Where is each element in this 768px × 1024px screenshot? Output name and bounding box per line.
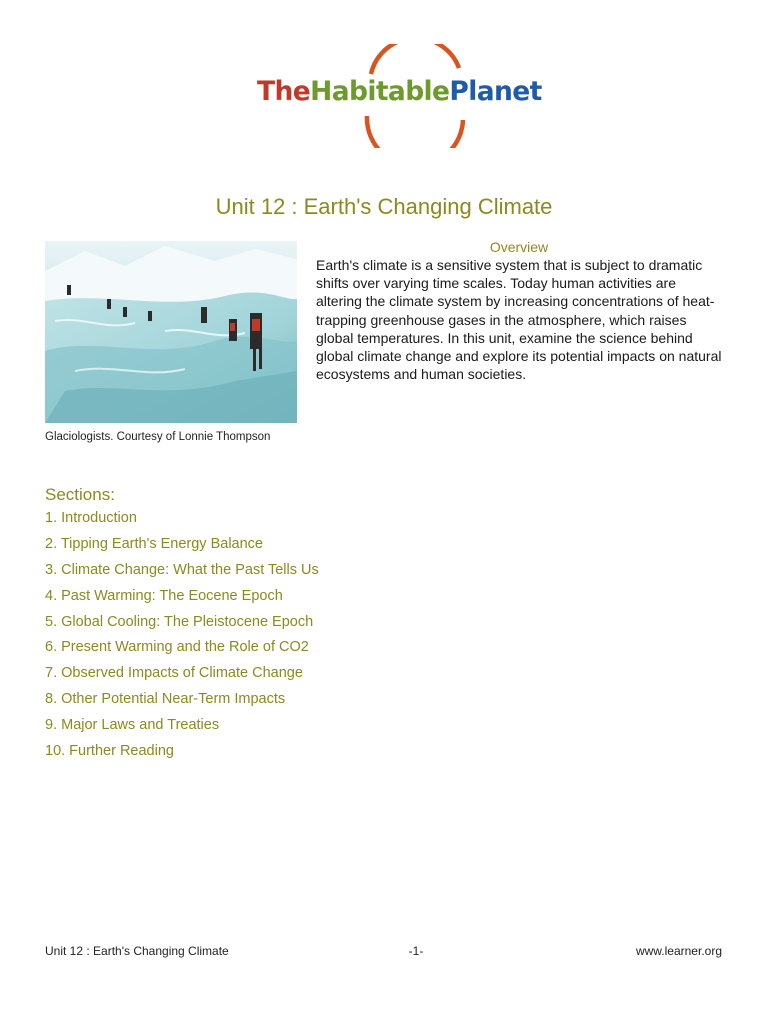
logo-word-habitable: Habitable	[310, 76, 450, 107]
photo-caption: Glaciologists. Courtesy of Lonnie Thompson	[45, 431, 271, 443]
section-link-energy-balance[interactable]: 2. Tipping Earth's Energy Balance	[45, 535, 263, 552]
section-link-pleistocene[interactable]: 5. Global Cooling: The Pleistocene Epoch	[45, 613, 314, 630]
section-link-present-warming[interactable]: 6. Present Warming and the Role of CO2	[45, 639, 309, 656]
unit-title: Unit 12 : Earth's Changing Climate	[215, 194, 553, 219]
section-link-further-reading[interactable]: 10. Further Reading	[45, 743, 174, 760]
sections-list	[45, 509, 319, 768]
glaciologists-photo	[45, 241, 297, 423]
section-link-eocene[interactable]: 4. Past Warming: The Eocene Epoch	[45, 587, 283, 604]
overview-text: Earth's climate is a sensitive system that is subject to dramatic shifts over varying time scales. Today human activities are altering the climate system by increasing concentrations of heat-trapping greenhouse gases in the atmosphere, which raises global temperatures. In this unit, examine the science behind global climate change and explore its potential impacts on natural ecosystems and human societies.	[316, 257, 722, 383]
section-link-introduction[interactable]: 1. Introduction	[45, 510, 137, 526]
section-link-laws-treaties[interactable]: 9. Major Laws and Treaties	[45, 717, 220, 734]
logo-word-the: The	[257, 76, 311, 107]
section-link-past-tells-us[interactable]: 3. Climate Change: What the Past Tells Us	[45, 561, 319, 578]
logo-word-planet: Planet	[449, 76, 542, 107]
footer-page-number: -1-	[408, 944, 424, 958]
footer-website: www.learner.org	[635, 944, 722, 958]
logo-wordmark	[257, 76, 542, 107]
footer-unit-title: Unit 12 : Earth's Changing Climate	[45, 944, 229, 958]
sections-heading: Sections:	[45, 485, 115, 504]
habitable-planet-logo	[255, 44, 542, 148]
section-link-near-term-impacts[interactable]: 8. Other Potential Near-Term Impacts	[45, 691, 286, 708]
section-link-observed-impacts[interactable]: 7. Observed Impacts of Climate Change	[45, 665, 303, 682]
overview-heading: Overview	[489, 239, 549, 255]
